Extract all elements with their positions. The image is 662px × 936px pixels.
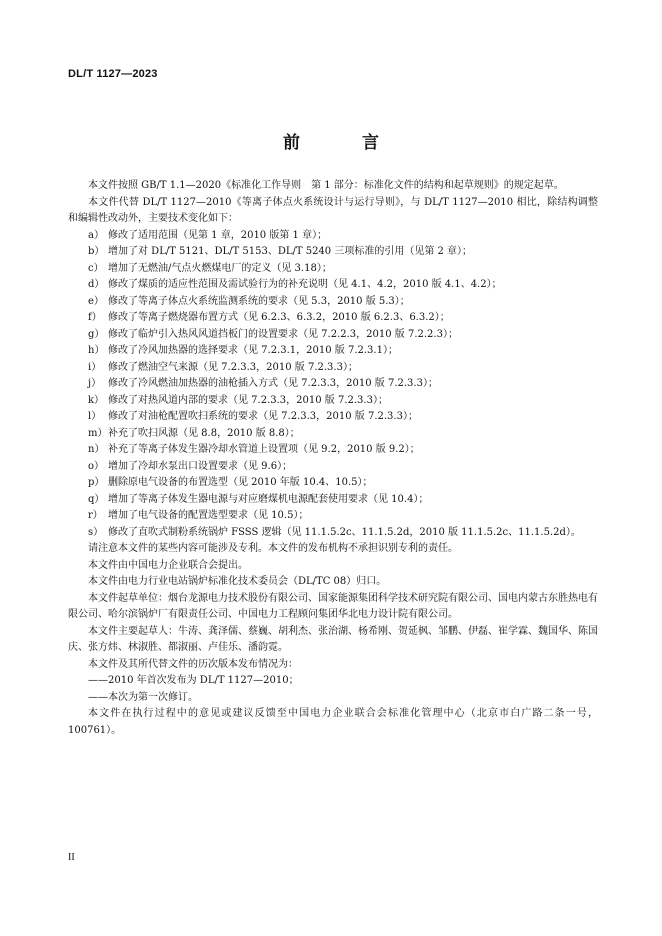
list-marker: g） bbox=[88, 328, 105, 340]
list-marker: e） bbox=[88, 295, 104, 307]
list-item-text: 增加了对 DL/T 5121、DL/T 5153、DL/T 5240 三项标准的引用（见第 2 章）； bbox=[108, 246, 473, 257]
intro-paragraph: 本文件代替 DL/T 1127—2010《等离子体点火系统设计与运行导则》，与 DL/T 1127—2010 相比，除结构调整和编辑性改动外，主要技术变化如下： bbox=[68, 196, 598, 224]
feedback-statement: 本文件在执行过程中的意见或建议反馈至中国电力企业联合会标准化管理中心（北京市白广路二条一号，100761）。 bbox=[68, 708, 598, 736]
list-item-text: 修改了临炉引入热风风道挡板门的设置要求（见 7.2.2.3，2010 版 7.2.2.3）； bbox=[108, 328, 458, 340]
intro-paragraph: 本文件按照 GB/T 1.1—2020《标准化工作导则 第 1 部分：标准化文件的结构和起草规则》的规定起草。 bbox=[88, 180, 564, 191]
list-item-text: 增加了无燃油/气点火燃煤电厂的定义（见 3.18）； bbox=[108, 262, 332, 274]
list-item bbox=[68, 376, 598, 393]
list-marker: h） bbox=[88, 345, 105, 356]
list-item bbox=[68, 277, 598, 294]
list-item bbox=[68, 294, 598, 311]
list-marker: q） bbox=[88, 493, 105, 505]
list-item-text: 增加了等离子体发生器电源与对应磨煤机电源配套使用要求（见 10.4）； bbox=[108, 493, 429, 505]
list-item-text: 补充了等离子体发生器冷却水管道上设置项（见 9.2，2010 版 9.2）； bbox=[108, 444, 420, 455]
list-item bbox=[68, 409, 598, 426]
drafters: 本文件主要起草人：牛涛、龚泽儒、蔡巍、胡利杰、张治湖、杨希刚、贺延枫、邹鹏、伊磊、崔学霖、魏国华、陈国庆、张方炜、林淑胜、都淑丽、卢佳乐、潘韵霓。 bbox=[68, 625, 598, 653]
list-item bbox=[68, 228, 598, 245]
list-item-text: 修改了冷风加热器的选择要求（见 7.2.3.1，2010 版 7.2.3.1）； bbox=[108, 345, 398, 356]
list-item-text: 修改了等离子体点火系统监测系统的要求（见 5.3，2010 版 5.3）； bbox=[108, 295, 410, 307]
list-item-text: 增加了电气设备的配置选型要求（见 10.5）； bbox=[108, 510, 309, 521]
list-item bbox=[68, 343, 598, 360]
list-item-text: 修改了适用范围（见第 1 章，2010 版第 1 章）； bbox=[108, 229, 328, 241]
list-item-text: 删除原电气设备的布置选型（见 2010 年版 10.4、10.5）； bbox=[108, 477, 373, 488]
list-marker: m） bbox=[88, 427, 108, 439]
page-title: 前 言 bbox=[283, 133, 407, 153]
patent-notice: 请注意本文件的某些内容可能涉及专利。本文件的发布机构不承担识别专利的责任。 bbox=[88, 543, 458, 554]
changes-list bbox=[68, 228, 598, 542]
list-item-text: 修改了煤质的适应性范围及需试验行为的补充说明（见 4.1、4.2，2010 版 4.1、4.2）； bbox=[108, 279, 502, 290]
list-item bbox=[68, 508, 598, 525]
list-marker: c） bbox=[88, 262, 104, 274]
list-item bbox=[68, 327, 598, 344]
list-item bbox=[68, 393, 598, 410]
list-item-text: 修改了等离子燃烧器布置方式（见 6.2.3、6.3.2，2010 版 6.2.3、6.3.2）； bbox=[108, 312, 450, 323]
document-code: DL/T 1127—2023 bbox=[68, 68, 158, 80]
list-marker: n） bbox=[88, 444, 105, 455]
list-item bbox=[68, 360, 598, 377]
list-marker: s） bbox=[88, 526, 104, 538]
list-marker: f） bbox=[88, 312, 102, 323]
list-item-text: 修改了对热风道内部的要求（见 7.2.3.3，2010 版 7.2.3.3）； bbox=[108, 394, 388, 406]
page-number: II bbox=[68, 852, 75, 863]
list-marker: a） bbox=[88, 229, 104, 241]
list-marker: l） bbox=[88, 411, 102, 422]
list-marker: o） bbox=[88, 460, 105, 472]
list-marker: r） bbox=[88, 510, 103, 521]
list-item bbox=[68, 475, 598, 492]
list-item-text: 修改了冷风燃油加热器的油枪插入方式（见 7.2.3.3，2010 版 7.2.3.3）； bbox=[108, 378, 438, 389]
list-item bbox=[68, 459, 598, 476]
list-item bbox=[68, 525, 598, 542]
list-item bbox=[68, 492, 598, 509]
list-item bbox=[68, 442, 598, 459]
list-item-text: 修改了燃油空气来源（见 7.2.3.3，2010 版 7.2.3.3）； bbox=[108, 361, 358, 373]
list-item bbox=[68, 426, 598, 443]
foreword-body bbox=[68, 178, 598, 739]
list-item bbox=[68, 310, 598, 327]
list-marker: k） bbox=[88, 394, 105, 406]
committee-statement: 本文件由电力行业电站锅炉标准化技术委员会（DL/TC 08）归口。 bbox=[88, 576, 387, 587]
list-marker: d） bbox=[88, 279, 105, 290]
list-marker: j） bbox=[88, 378, 102, 389]
list-marker: p） bbox=[88, 477, 105, 488]
list-marker: b） bbox=[88, 246, 105, 257]
history-intro: 本文件及其所代替文件的历次版本发布情况为： bbox=[88, 658, 298, 670]
list-item-text: 修改了对油枪配置吹扫系统的要求（见 7.2.3.3，2010 版 7.2.3.3）； bbox=[108, 411, 418, 422]
list-item-text: 修改了直吹式制粉系统锅炉 FSSS 逻辑（见 11.1.5.2c、11.1.5.2d，2010 版 11.1.5.2c、11.1.5.2d）。 bbox=[108, 526, 581, 538]
proposer-statement: 本文件由中国电力企业联合会提出。 bbox=[88, 559, 248, 571]
history-item: ——2010 年首次发布为 DL/T 1127—2010； bbox=[88, 675, 299, 686]
list-marker: i） bbox=[88, 361, 102, 373]
list-item-text: 增加了冷却水泵出口设置要求（见 9.6）； bbox=[108, 460, 293, 472]
list-item-text: 补充了吹扫风源（见 8.8，2010 版 8.8）； bbox=[108, 427, 300, 439]
list-item bbox=[68, 244, 598, 261]
history-item: ——本次为第一次修订。 bbox=[88, 691, 198, 703]
drafting-organizations: 本文件起草单位：烟台龙源电力技术股份有限公司、国家能源集团科学技术研究院有限公司、国电内蒙古东胜热电有限公司、哈尔滨锅炉厂有限责任公司、中国电力工程顾问集团华北电力设计院有限公司。 bbox=[68, 592, 598, 620]
list-item bbox=[68, 261, 598, 278]
